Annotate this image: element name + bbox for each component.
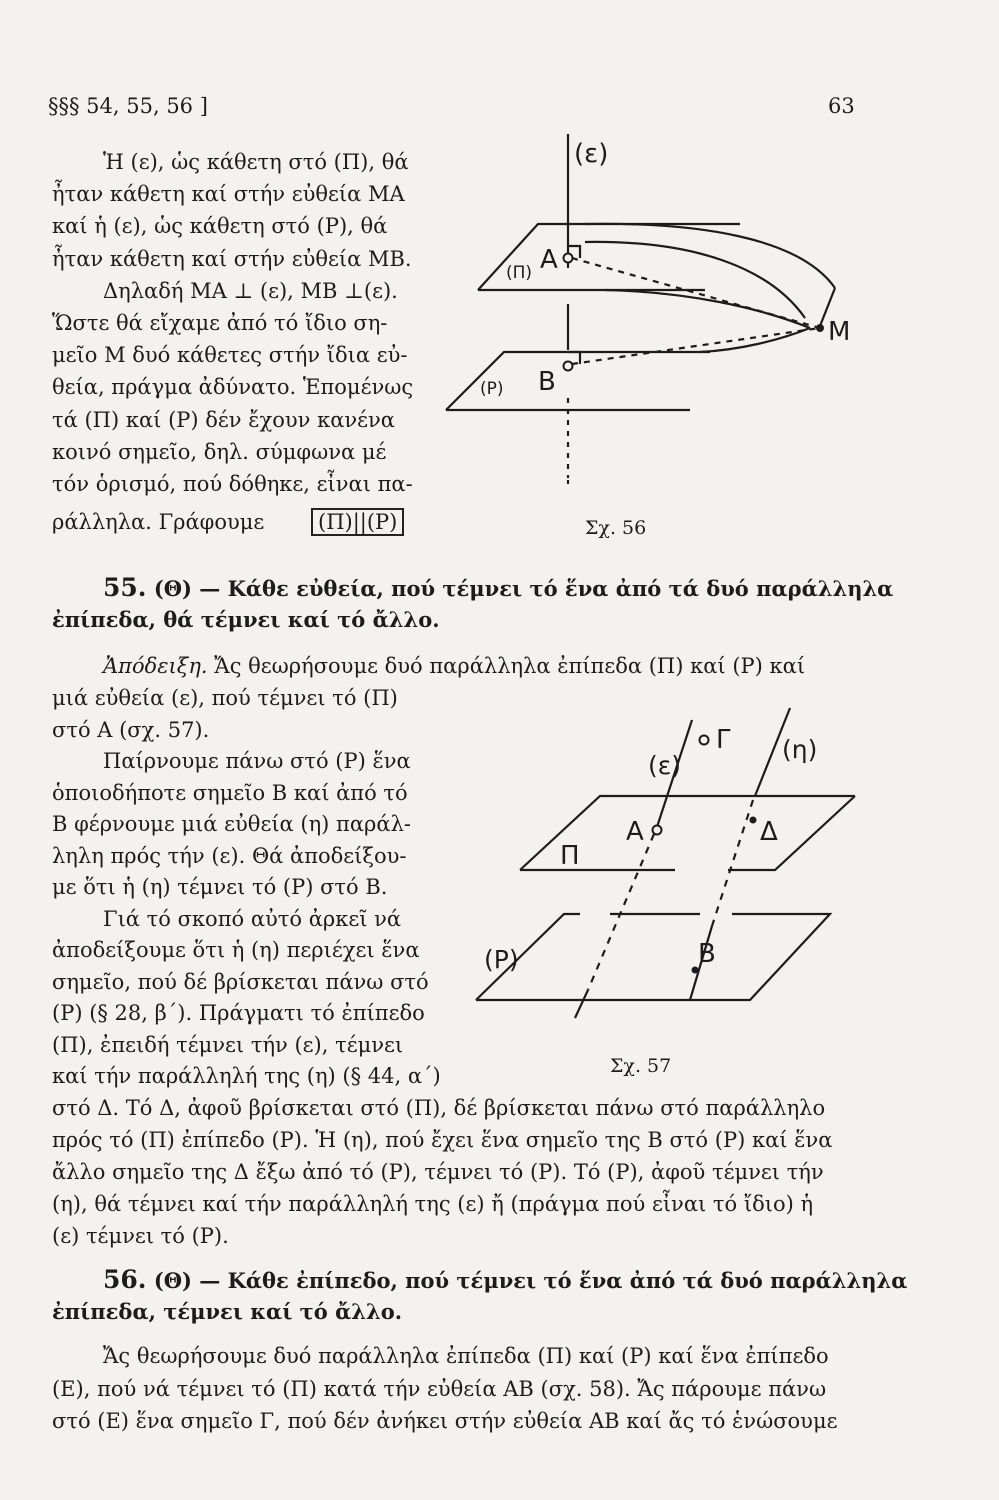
fig57-point-a (653, 826, 662, 835)
text-line: τόν ὁρισμό, πού δόθηκε, εἶναι πα- (52, 472, 413, 496)
text-line: με ὅτι ἡ (η) τέμνει τό (Ρ) στό Β. (52, 875, 388, 899)
proof-label: Ἀπόδειξη. (103, 654, 208, 678)
text-line: (η), θά τέμνει καί τήν παράλληλή της (ε) ἤ (πράγμα πού εἶναι τό ἴδιο) ἡ (52, 1192, 814, 1216)
fig56-curve-lower-1 (605, 290, 810, 328)
fig57-label-pi: Π (560, 841, 580, 871)
text-line: Παίρνουμε πάνω στό (Ρ) ἕνα (103, 749, 411, 773)
conclusion-line (52, 508, 404, 536)
sec55-heading (103, 574, 893, 603)
text-line: Β φέρνουμε μιά εὐθεία (η) παράλ- (52, 812, 411, 836)
fig56-label-p: (Π) (506, 263, 533, 283)
text-line: (Ε), πού νά τέμνει τό (Π) κατά τήν εὐθεία ΑΒ (σχ. 58). Ἄς πάρουμε πάνω (52, 1376, 827, 1401)
fig57-plane-rho-outline (476, 914, 830, 1000)
sec55-theorem-line2: ἐπίπεδα, θά τέμνει καί τό ἄλλο. (52, 607, 440, 632)
fig56-label-r: (Ρ) (480, 379, 504, 399)
fig56-label-m: Μ (828, 317, 851, 347)
fig57-label-rho: (Ρ) (484, 945, 519, 974)
sec56-heading (103, 1266, 907, 1295)
text-line: καί τήν παράλληλή της (η) (§ 44, α΄) (52, 1064, 441, 1088)
text-line: κοινό σημεῖο, δηλ. σύμφωνα μέ (52, 439, 387, 464)
conclusion-text: ράλληλα. Γράφουμε (52, 510, 265, 534)
fig57-point-delta (750, 817, 757, 824)
fig57-label-eps: (ε) (648, 751, 682, 780)
sec56-number: 56. (103, 1265, 147, 1294)
running-header: §§§ 54, 55, 56 ] (48, 94, 208, 118)
fig57-label-gamma: Γ (716, 725, 731, 755)
text-line: μεῖο Μ δυό κάθετες στήν ἴδια εὐ- (52, 343, 408, 368)
text-line: καί ἡ (ε), ὡς κάθετη στό (Ρ), θά (52, 214, 388, 239)
fig56-label-b: Β (538, 367, 556, 397)
sec55-proof-first-line (103, 652, 805, 680)
text-line: ἄλλο σημεῖο της Δ ἔξω ἀπό τό (Ρ), τέμνει τό (Ρ). Τό (Ρ), ἀφοῦ τέμνει τήν (52, 1160, 824, 1184)
text-line: Ἄς θεωρήσουμε δυό παράλληλα ἐπίπεδα (Π) καί (Ρ) καί ἕνα ἐπίπεδο (103, 1344, 829, 1368)
fig56-label-a: Α (540, 245, 558, 275)
text-line: ληλη πρός τήν (ε). Θά ἀποδείξου- (52, 843, 407, 868)
figure-57 (470, 700, 880, 1040)
fig57-label-eta: (η) (782, 735, 818, 764)
sec56-theorem-line2: ἐπίπεδα, τέμνει καί τό ἄλλο. (52, 1299, 403, 1324)
text-line: Ὥστε θά εἴχαμε ἀπό τό ἴδιο ση- (52, 311, 388, 335)
fig57-line-e-lower (588, 834, 654, 990)
fig57-label-a: Α (626, 817, 644, 847)
fig56-point-m (816, 324, 824, 332)
fig56-curve-upper-2 (585, 242, 805, 318)
fig57-line-eta-lower (712, 800, 753, 926)
sec55-number: 55. (103, 573, 147, 602)
sec55-theorem-line1: (Θ) — Κάθε εὐθεία, πού τέμνει τό ἕνα ἀπό τά δυό παράλληλα (153, 576, 894, 601)
sec56-theorem-line1: (Θ) — Κάθε ἐπίπεδο, πού τέμνει τό ἕνα ἀπό τά δυό παράλληλα (153, 1268, 908, 1293)
fig57-caption: Σχ. 57 (610, 1055, 672, 1077)
text-line: πρός τό (Π) ἐπίπεδο (Ρ). Ἡ (η), πού ἔχει ἕνα σημεῖο της Β στό (Ρ) καί ἕνα (52, 1128, 833, 1152)
parallel-notation-box: (Π)||(Ρ) (311, 508, 404, 536)
text-line: ἀποδείξουμε ὅτι ἡ (η) περιέχει ἕνα (52, 938, 420, 962)
text-line: ἦταν κάθετη καί στήν εὐθεία ΜΑ (52, 182, 405, 207)
fig57-label-b: Β (698, 939, 716, 969)
text-line: (Π), ἐπειδή τέμνει τήν (ε), τέμνει (52, 1032, 404, 1057)
text-line: στό Δ. Τό Δ, ἀφοῦ βρίσκεται στό (Π), δέ βρίσκεται πάνω στό παράλληλο (52, 1096, 826, 1120)
fig57-point-gamma (700, 736, 709, 745)
fig56-caption: Σχ. 56 (585, 517, 647, 539)
fig56-point-a (564, 254, 573, 263)
text-line: τά (Π) καί (Ρ) δέν ἔχουν κανένα (52, 407, 395, 432)
text-line: στό Α (σχ. 57). (52, 717, 210, 742)
text-line: ἦταν κάθετη καί στήν εὐθεία ΜΒ. (52, 246, 412, 271)
text-line: ὁποιοδήποτε σημεῖο Β καί ἀπό τό (52, 780, 408, 805)
text-line: θεία, πράγμα ἀδύνατο. Ἑπομένως (52, 375, 414, 400)
text-line: Ἡ (ε), ὡς κάθετη στό (Π), θά (103, 150, 409, 174)
fig56-curve-lower-2 (700, 328, 810, 352)
text-line: (Ρ) (§ 28, β΄). Πράγματι τό ἐπίπεδο (52, 1001, 425, 1025)
fig57-plane-pi-bottom-right (728, 796, 855, 870)
text-line: Δηλαδή ΜΑ ⊥ (ε), ΜΒ ⊥(ε). (103, 278, 398, 303)
text-line: σημεῖο, πού δέ βρίσκεται πάνω στό (52, 969, 429, 994)
figure-56 (440, 128, 880, 548)
text-line: μιά εὐθεία (ε), πού τέμνει τό (Π) (52, 686, 398, 710)
text-line: (ε) τέμνει τό (Ρ). (52, 1224, 229, 1248)
text-line: στό (Ε) ἕνα σημεῖο Γ, πού δέν ἀνήκει στήν εὐθεία ΑΒ καί ἄς τό ἑνώσουμε (52, 1409, 838, 1433)
fig56-label-e: (ε) (574, 139, 609, 169)
page-number: 63 (828, 94, 855, 118)
fig57-label-delta: Δ (760, 817, 778, 847)
fig56-segment-mb (572, 328, 820, 364)
text-line: Γιά τό σκοπό αὐτό ἀρκεῖ νά (103, 906, 402, 931)
fig56-point-b (564, 362, 573, 371)
proof-first-text: Ἄς θεωρήσουμε δυό παράλληλα ἐπίπεδα (Π) καί (Ρ) καί (214, 654, 806, 678)
